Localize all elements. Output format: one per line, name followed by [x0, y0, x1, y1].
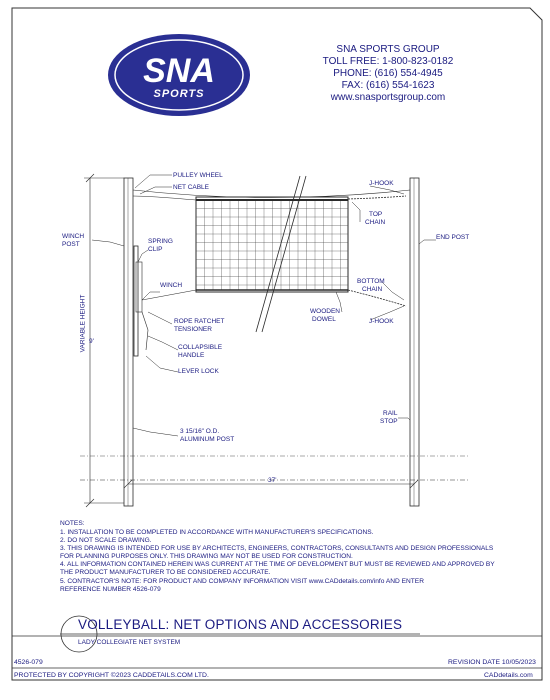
reference-number: 4526-079: [14, 659, 43, 666]
label-pulley-wheel: PULLEY WHEEL: [173, 172, 223, 179]
winch-post: [124, 178, 138, 506]
label-bottom-chain-1: BOTTOM: [357, 278, 385, 285]
company-website[interactable]: www.snasportsgroup.com: [330, 92, 446, 103]
logo-text-sna: SNA: [143, 52, 215, 90]
label-top-chain-2: CHAIN: [365, 219, 386, 226]
label-jhook-top: J-HOOK: [369, 180, 394, 187]
note-line: 2. DO NOT SCALE DRAWING.: [60, 537, 152, 545]
label-lever-lock: LEVER LOCK: [178, 368, 219, 375]
label-wooden-dowel-1: WOODEN: [310, 308, 340, 315]
company-fax: FAX: (616) 554-1623: [341, 80, 435, 91]
note-line: THE PRODUCT MANUFACTURER TO BE CONSIDERED ACCURATE.: [60, 569, 271, 577]
note-line: REFERENCE NUMBER 4526-079: [60, 585, 161, 593]
sna-logo: [108, 34, 250, 116]
caddetails-link[interactable]: CADdetails.com: [484, 672, 533, 679]
note-line: 1. INSTALLATION TO BE COMPLETED IN ACCORDANCE WITH MANUFACTURER'S SPECIFICATIONS.: [60, 529, 374, 536]
note-line: 3. THIS DRAWING IS INTENDED FOR USE BY ARCHITECTS, ENGINEERS, CONTRACTORS, CONSULTANTS AND DESIGN PROFESSIONALS: [60, 545, 494, 553]
net-cable: [133, 190, 410, 200]
label-spring-clip-2: CLIP: [148, 246, 163, 253]
dimension-width-37ft: 37': [268, 477, 277, 484]
label-top-chain-1: TOP: [369, 211, 383, 218]
note-line: 4. ALL INFORMATION CONTAINED HEREIN WAS CURRENT AT THE TIME OF DEVELOPMENT BUT MUST BE REVIEWED AND APPROVED BY: [60, 561, 495, 569]
notes-list: [60, 529, 495, 594]
copyright-notice: PROTECTED BY COPYRIGHT ©2023 CADDETAILS.COM LTD.: [14, 672, 209, 679]
label-collapsible-2: HANDLE: [178, 352, 205, 359]
label-jhook-bottom: J-HOOK: [369, 318, 394, 325]
logo-text-sports: SPORTS: [153, 88, 205, 100]
company-phone: PHONE: (616) 554-4945: [333, 68, 443, 79]
dimension-height-9ft: 9': [89, 338, 94, 345]
volleyball-net: [196, 197, 348, 292]
note-line: 5. CONTRACTOR'S NOTE: FOR PRODUCT AND COMPANY INFORMATION VISIT www.CADdetails.com/info AND ENTER: [60, 577, 424, 585]
label-wooden-dowel-2: DOWEL: [312, 316, 336, 323]
label-rail-stop-2: STOP: [380, 418, 398, 425]
dimension-variable-height: VARIABLE HEIGHT: [79, 294, 87, 353]
winch-mechanism: [136, 262, 196, 350]
label-winch: WINCH: [160, 282, 183, 289]
drawing-title: VOLLEYBALL: NET OPTIONS AND ACCESSORIES: [78, 617, 403, 632]
note-line: FOR PLANNING PURPOSES ONLY. THIS DRAWING MAY NOT BE USED FOR CONSTRUCTION.: [60, 553, 353, 561]
label-spring-clip-1: SPRING: [148, 238, 173, 245]
label-post-1: 3 15/16" O.D.: [180, 428, 220, 435]
top-chain: [348, 196, 406, 199]
revision-date: REVISION DATE 10/05/2023: [448, 659, 536, 666]
label-winch-post-1: WINCH: [62, 233, 85, 240]
company-name: SNA SPORTS GROUP: [336, 44, 440, 55]
end-post: [410, 178, 419, 506]
label-net-cable: NET CABLE: [173, 184, 210, 191]
label-bottom-chain-2: CHAIN: [362, 286, 383, 293]
label-winch-post-2: POST: [62, 241, 80, 248]
company-tollfree: TOLL FREE: 1-800-823-0182: [322, 56, 454, 67]
drawing-subtitle: LADY COLLEGIATE NET SYSTEM: [78, 639, 181, 646]
label-rope-ratchet-2: TENSIONER: [174, 326, 212, 333]
notes-heading: NOTES:: [60, 520, 85, 527]
label-end-post: END POST: [436, 234, 470, 241]
label-rope-ratchet-1: ROPE RATCHET: [174, 318, 225, 325]
label-post-2: ALUMINUM POST: [180, 436, 235, 443]
label-rail-stop-1: RAIL: [383, 410, 398, 417]
label-collapsible-1: COLLAPSIBLE: [178, 344, 223, 351]
